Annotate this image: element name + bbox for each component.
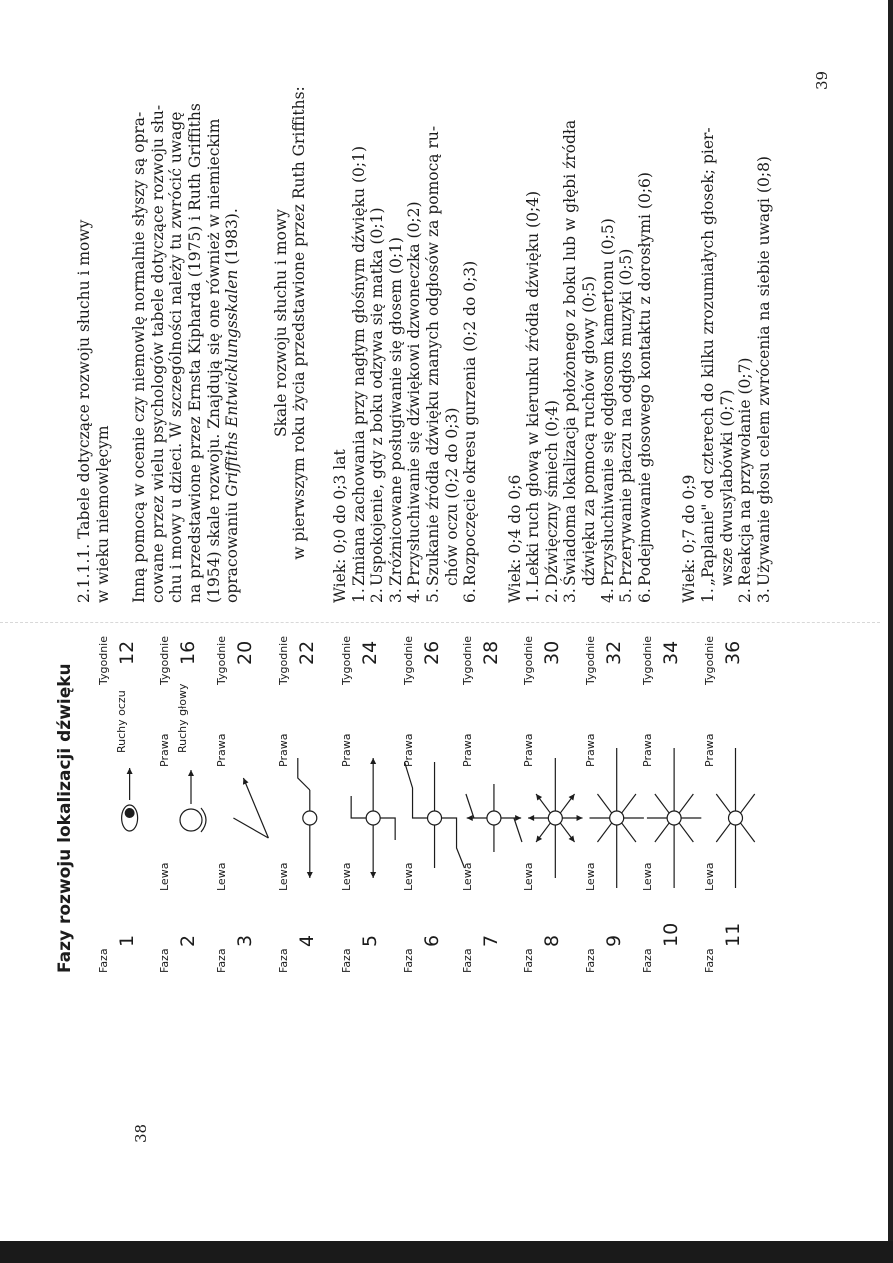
page-number-right: 39 — [813, 70, 831, 90]
diagonal-arrow — [243, 778, 268, 838]
diagram-path — [405, 762, 428, 818]
head-circle — [180, 809, 202, 831]
head-circle — [487, 811, 501, 825]
weeks-label: Tygodnie — [276, 635, 290, 685]
item-number: 3. — [561, 588, 580, 603]
item-number: 3. — [754, 588, 773, 603]
item-text-line: wsze dwusylabówki (0;7) — [717, 389, 736, 586]
intro-paragraph — [130, 43, 242, 603]
age-range-heading: Wiek: 0;0 do 0;3 lat — [330, 449, 349, 603]
left-label: Lewa — [583, 862, 597, 891]
direction-line — [655, 823, 669, 842]
faza-label: Faza — [158, 948, 171, 973]
arrowhead — [569, 835, 575, 842]
age-range-heading: Wiek: 0;7 do 0;9 — [680, 474, 699, 603]
item-number: 1. — [349, 588, 368, 603]
figure-title: Fazy rozwoju lokalizacji dźwięku — [55, 663, 75, 973]
left-label: Lewa — [460, 862, 474, 891]
intro-line — [223, 43, 242, 603]
left-label: Lewa — [276, 862, 290, 891]
weeks-number: 28 — [479, 640, 502, 665]
head-circle — [667, 811, 681, 825]
faza-label: Faza — [641, 948, 655, 973]
milestone-item — [755, 43, 774, 603]
movement-note: Ruchy głowy — [176, 683, 189, 753]
diagram-path — [298, 758, 310, 790]
diagram-path — [442, 818, 465, 868]
milestone-item — [561, 43, 598, 603]
item-text-line: Szukanie źródła dźwięku znanych odgłosów za pomocą ru- — [423, 125, 442, 586]
weeks-number: 30 — [541, 640, 564, 665]
item-text-line: Przysłuchiwanie się odgłosom kamertonu (0;5) — [598, 218, 617, 586]
head-circle — [610, 811, 624, 825]
intro-line: na przedstawione przez Ernsta Kipharda (1975) i Ruth Griffiths — [185, 103, 204, 603]
weeks-label: Tygodnie — [340, 635, 354, 685]
item-number: 4. — [598, 588, 617, 603]
item-number: 6. — [635, 588, 654, 603]
milestone-item — [461, 43, 480, 603]
weeks-label: Tygodnie — [96, 635, 110, 685]
milestone-item — [699, 43, 736, 603]
milestone-item — [599, 43, 618, 603]
diagram-line — [233, 818, 268, 838]
diagram-path — [380, 818, 395, 840]
faza-label: Faza — [96, 948, 110, 973]
phase-number: 11 — [721, 922, 744, 947]
weeks-number: 34 — [660, 640, 683, 665]
intro-last-suffix: (1983). — [223, 208, 242, 270]
phase-number: 1 — [115, 934, 138, 947]
item-text-line: Zróżnicowane posługiwanie się głosem (0;1) — [386, 237, 405, 586]
arrowhead — [307, 872, 313, 878]
item-number: 2. — [736, 588, 755, 603]
eye-pupil — [125, 808, 135, 818]
item-number: 5. — [617, 588, 636, 603]
scale-title: Skale rozwoju słuchu i mowy — [271, 209, 290, 438]
item-number: 1. — [699, 588, 718, 603]
faza-label: Faza — [583, 948, 597, 973]
right-label: Prawa — [276, 733, 290, 767]
direction-line — [679, 823, 693, 842]
weeks-label: Tygodnie — [641, 635, 655, 685]
milestone-item — [617, 43, 636, 603]
head-circle — [303, 811, 317, 825]
right-label: Prawa — [158, 733, 171, 767]
item-text-line: Lekki ruch głową w kierunku źródła dźwięku (0;4) — [524, 190, 543, 586]
phase-number: 10 — [660, 922, 683, 947]
intro-line: Inną pomocą w ocenie czy niemowlę normalnie słyszy są opra- — [130, 111, 149, 603]
faza-label: Faza — [522, 948, 536, 973]
arrowhead — [370, 758, 376, 764]
section-heading: 2.1.1.1. Tabele dotyczące rozwoju słuchu i mowy — [75, 219, 93, 603]
milestone-item — [736, 43, 755, 603]
right-label: Prawa — [641, 733, 655, 767]
right-label: Prawa — [401, 733, 415, 767]
weeks-label: Tygodnie — [583, 635, 597, 685]
item-number: 2. — [368, 588, 387, 603]
section-heading-cont: w wieku niemowlęcym — [93, 425, 112, 603]
faza-label: Faza — [702, 948, 716, 973]
diagram-path — [514, 818, 522, 842]
weeks-label: Tygodnie — [522, 635, 536, 685]
phase-number: 7 — [479, 934, 502, 947]
item-number: 1. — [524, 588, 543, 603]
page-number-left: 38 — [132, 1123, 150, 1143]
age-range-heading: Wiek: 0;4 do 0;6 — [505, 474, 524, 603]
direction-line — [679, 794, 693, 813]
left-label: Lewa — [401, 862, 415, 891]
item-text-line: Reakcja na przywołanie (0;7) — [736, 357, 755, 586]
item-text-line: dźwięku za pomocą ruchów głowy (0;5) — [580, 275, 599, 586]
weeks-number: 24 — [359, 640, 382, 665]
milestone-item — [424, 43, 461, 603]
left-label: Lewa — [158, 862, 171, 891]
weeks-label: Tygodnie — [460, 635, 474, 685]
item-number: 3. — [386, 588, 405, 603]
item-number: 2. — [542, 588, 561, 603]
faza-label: Faza — [460, 948, 474, 973]
faza-label: Faza — [276, 948, 290, 973]
right-label: Prawa — [215, 733, 229, 767]
faza-label: Faza — [401, 948, 415, 973]
arrowhead — [577, 815, 583, 821]
weeks-label: Tygodnie — [702, 635, 716, 685]
item-text-line: Zmiana zachowania przy nagłym głośnym dźwięku (0;1) — [349, 146, 368, 586]
item-number: 4. — [405, 588, 424, 603]
arrowhead — [515, 815, 521, 821]
head-circle — [428, 811, 442, 825]
phase-number: 2 — [177, 934, 199, 947]
item-text-line: Podejmowanie głosowego kontaktu z dorosłymi (0;6) — [635, 172, 654, 586]
weeks-label: Tygodnie — [215, 635, 229, 685]
milestone-list — [699, 43, 773, 603]
left-label: Lewa — [522, 862, 536, 891]
right-label: Prawa — [340, 733, 354, 767]
direction-line — [655, 794, 669, 813]
item-text-line: Dźwięczny śmiech (0;4) — [542, 400, 561, 586]
milestone-item — [524, 43, 543, 603]
item-number: 5. — [423, 588, 442, 603]
milestone-list — [350, 43, 480, 603]
scale-subtitle: w pierwszym roku życia przedstawione przez Ruth Griffiths: — [290, 86, 309, 560]
phase-number: 8 — [541, 934, 564, 947]
item-text-line: „Paplanie" od czterech do kilku zrozumiałych głosek; pier- — [699, 127, 718, 586]
weeks-number: 36 — [721, 640, 744, 665]
right-label: Prawa — [583, 733, 597, 767]
right-label: Prawa — [460, 733, 474, 767]
direction-line — [716, 823, 730, 842]
head-circle — [729, 811, 743, 825]
item-text-line: Przerywanie płaczu na odgłos muzyki (0;5) — [617, 248, 636, 586]
arrowhead — [370, 872, 376, 878]
intro-book-title: Griffiths Entwicklungsskalen — [223, 269, 242, 497]
left-label: Lewa — [702, 862, 716, 891]
weeks-number: 26 — [420, 640, 443, 665]
item-text-line: Świadoma lokalizacja położonego z boku lub w głębi źródła — [561, 119, 580, 586]
item-text-line: chów oczu (0;2 do 0;3) — [442, 407, 461, 586]
intro-line: (1954) skale rozwoju. Znajdują się one również w niemieckim — [204, 118, 223, 603]
diagram-path — [351, 796, 366, 818]
milestone-item — [636, 43, 655, 603]
head-circle — [548, 811, 562, 825]
milestone-item — [405, 43, 424, 603]
item-text-line: Rozpoczęcie okresu gurzenia (0;2 do 0;3) — [461, 260, 480, 586]
weeks-number: 16 — [177, 640, 199, 665]
direction-line — [740, 794, 754, 813]
item-text-line: Przysłuchiwanie się dźwiękowi dzwoneczka (0;2) — [405, 201, 424, 586]
left-label: Lewa — [340, 862, 354, 891]
arrowhead — [127, 768, 133, 774]
direction-line — [740, 823, 754, 842]
weeks-number: 22 — [295, 640, 318, 665]
milestone-item — [387, 43, 406, 603]
direction-line — [622, 794, 636, 813]
phase-number: 5 — [359, 934, 382, 947]
left-label: Lewa — [215, 862, 229, 891]
age-sections — [331, 43, 773, 603]
arrowhead — [536, 835, 542, 842]
item-text-line: Używanie głosu celem zwrócenia na siebie uwagi (0;8) — [754, 156, 773, 586]
milestone-item — [350, 43, 369, 603]
intro-line: cowane przez wielu psychologów tabele dotyczące rozwoju słu- — [148, 104, 167, 603]
item-text-line: Uspokojenie, gdy z boku odzywa się matka (0;1) — [368, 207, 387, 586]
phase-number: 6 — [420, 934, 443, 947]
milestone-list — [524, 43, 654, 603]
left-label: Lewa — [641, 862, 655, 891]
right-label: Prawa — [702, 733, 716, 767]
weeks-number: 32 — [602, 640, 625, 665]
faza-label: Faza — [340, 948, 354, 973]
phase-number: 3 — [234, 934, 257, 947]
faza-label: Faza — [215, 948, 229, 973]
right-page-text — [75, 43, 773, 603]
weeks-number: 12 — [115, 640, 138, 665]
weeks-label: Tygodnie — [401, 635, 415, 685]
direction-line — [622, 823, 636, 842]
arrowhead — [528, 815, 534, 821]
weeks-number: 20 — [234, 640, 257, 665]
weeks-label: Tygodnie — [158, 635, 171, 685]
direction-line — [597, 794, 611, 813]
phase-number: 4 — [295, 934, 318, 947]
milestone-item — [543, 43, 562, 603]
arrowhead — [569, 794, 575, 801]
phase-number: 9 — [602, 934, 625, 947]
direction-line — [597, 823, 611, 842]
milestone-item — [368, 43, 387, 603]
direction-line — [716, 794, 730, 813]
head-circle — [366, 811, 380, 825]
movement-note: Ruchy oczu — [114, 690, 128, 753]
intro-last-prefix: opracowaniu — [223, 496, 242, 603]
item-number: 6. — [461, 588, 480, 603]
arrowhead — [188, 770, 194, 776]
diagram-path — [466, 794, 474, 818]
arrowhead — [536, 794, 542, 801]
arrowhead — [467, 815, 473, 821]
intro-line: chu i mowy u dzieci. W szczególności należy tu zwrócić uwagę — [167, 111, 186, 603]
right-label: Prawa — [522, 733, 536, 767]
